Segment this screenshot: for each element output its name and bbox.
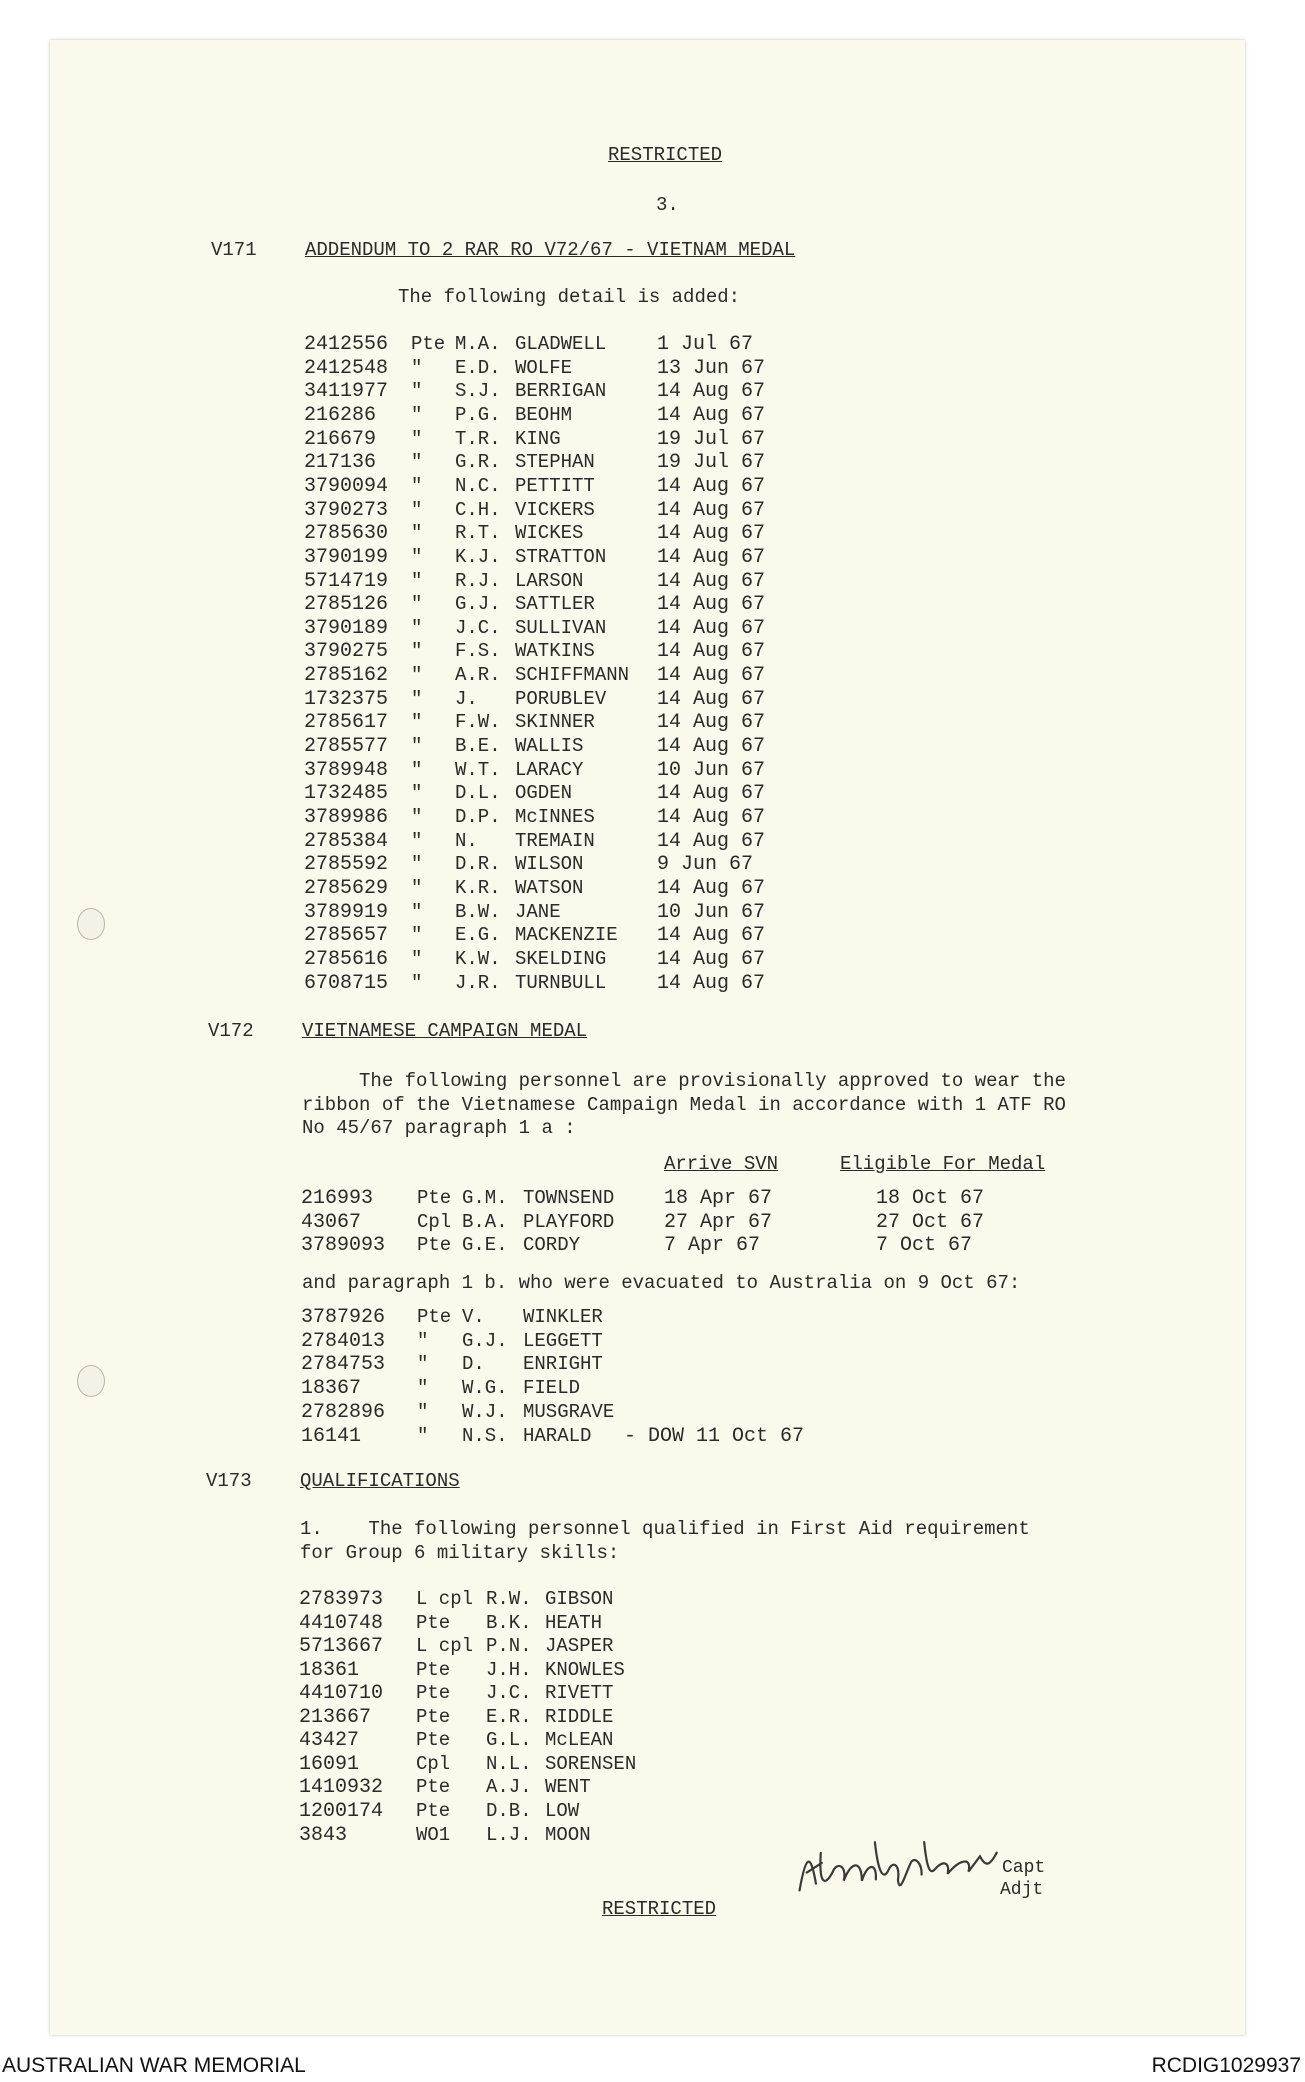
v173-para-line-2: for Group 6 military skills: (300, 1542, 620, 1564)
service-number: 2412556 (304, 333, 389, 356)
service-number: 2785592 (304, 853, 389, 877)
rank: " (411, 498, 423, 521)
initials: N.C. (455, 474, 501, 497)
table-row (0, 1377, 1305, 1401)
table-row (0, 1401, 1305, 1425)
section-title-v172: VIETNAMESE CAMPAIGN MEDAL (302, 1020, 588, 1042)
note: - DOW 11 Oct 67 (624, 1424, 805, 1448)
table-row (0, 688, 1305, 712)
rank: " (411, 900, 423, 923)
initials: J.R. (455, 971, 501, 994)
surname: HEATH (545, 1611, 603, 1634)
service-number: 2785577 (304, 735, 389, 759)
surname: MUSGRAVE (523, 1400, 615, 1423)
initials: D.P. (455, 806, 501, 828)
arrive-date: 7 Apr 67 (664, 1234, 761, 1258)
initials: G.J. (462, 1329, 508, 1352)
date: 14 Aug 67 (657, 474, 766, 498)
surname: RIVETT (545, 1682, 614, 1705)
table-row (0, 972, 1305, 996)
table-row (0, 617, 1305, 641)
surname: PLAYFORD (523, 1210, 615, 1233)
surname: WALLIS (515, 735, 584, 758)
table-row (0, 570, 1305, 594)
rank: " (417, 1424, 429, 1447)
service-number: 2785384 (304, 829, 389, 853)
table-row (0, 593, 1305, 617)
initials: M.A. (455, 333, 501, 355)
initials: J.C. (486, 1682, 532, 1705)
service-number: 3787926 (301, 1306, 386, 1329)
initials: K.R. (455, 876, 501, 899)
initials: B.W. (455, 900, 501, 923)
table-row (0, 1425, 1305, 1449)
rank: " (411, 640, 423, 663)
surname: GLADWELL (515, 333, 607, 355)
page-number: 3. (656, 194, 679, 216)
rank: " (411, 451, 423, 474)
table-row (0, 664, 1305, 688)
rank: " (411, 403, 423, 426)
rank: Pte (416, 1799, 451, 1822)
date: 14 Aug 67 (657, 640, 766, 664)
surname: McINNES (515, 806, 595, 828)
table-row (0, 806, 1305, 830)
service-number: 2782896 (301, 1400, 386, 1424)
table-row (0, 1612, 1305, 1636)
initials: D.B. (486, 1799, 532, 1822)
date: 1 Jul 67 (657, 333, 754, 356)
table-row (0, 1588, 1305, 1612)
section-code-v173: V173 (206, 1470, 252, 1492)
rank: " (411, 735, 423, 758)
initials: W.T. (455, 758, 501, 781)
rank: Pte (416, 1705, 451, 1728)
rank: " (411, 971, 423, 994)
rank: " (411, 876, 423, 899)
table-row (0, 853, 1305, 877)
table-row (0, 475, 1305, 499)
rank: " (411, 593, 423, 616)
initials: G.J. (455, 593, 501, 616)
caption-right: RCDIG1029937 (1151, 2054, 1301, 2077)
v172-para-line-3: No 45/67 paragraph 1 a : (302, 1117, 576, 1139)
rank: " (411, 664, 423, 687)
table-row (0, 1753, 1305, 1777)
service-number: 3789986 (304, 806, 389, 829)
service-number: 4410710 (299, 1682, 384, 1706)
service-number: 216679 (304, 427, 377, 451)
date: 14 Aug 67 (657, 924, 766, 948)
initials: E.G. (455, 924, 501, 947)
date: 14 Aug 67 (657, 806, 766, 829)
rank: " (411, 545, 423, 568)
table-row (0, 546, 1305, 570)
initials: R.J. (455, 569, 501, 592)
rank: " (411, 806, 423, 828)
initials: D.R. (455, 853, 501, 876)
column-header-eligible: Eligible For Medal (840, 1153, 1046, 1175)
surname: KNOWLES (545, 1658, 625, 1681)
initials: B.K. (486, 1611, 532, 1634)
rank: " (411, 829, 423, 852)
service-number: 1410932 (299, 1776, 384, 1800)
date: 10 Jun 67 (657, 758, 766, 782)
rank: Pte (416, 1658, 451, 1681)
header-classification: RESTRICTED (608, 144, 723, 166)
date: 14 Aug 67 (657, 687, 766, 711)
v172-para-line-2: ribbon of the Vietnamese Campaign Medal in accordance with 1 ATF RO (302, 1094, 1066, 1116)
column-header-arrive: Arrive SVN (664, 1153, 779, 1175)
rank: " (411, 924, 423, 947)
date: 14 Aug 67 (657, 782, 766, 806)
table-row (0, 1306, 1305, 1330)
surname: BEOHM (515, 403, 573, 426)
service-number: 3790275 (304, 640, 389, 664)
surname: KING (515, 427, 561, 450)
rank: Pte (417, 1187, 452, 1209)
arrive-date: 27 Apr 67 (664, 1210, 773, 1234)
service-number: 2785629 (304, 876, 389, 900)
service-number: 16141 (301, 1424, 362, 1448)
service-number: 2785616 (304, 947, 389, 971)
surname: SATTLER (515, 593, 595, 616)
surname: PETTITT (515, 474, 595, 497)
surname: JANE (515, 900, 561, 923)
initials: L.J. (486, 1823, 532, 1846)
surname: RIDDLE (545, 1705, 614, 1728)
surname: MACKENZIE (515, 924, 618, 947)
service-number: 43427 (299, 1729, 360, 1753)
service-number: 3790189 (304, 616, 389, 640)
initials: S.J. (455, 380, 501, 403)
initials: W.J. (462, 1400, 508, 1423)
initials: G.R. (455, 451, 501, 474)
service-number: 5713667 (299, 1635, 384, 1659)
table-row (0, 499, 1305, 523)
initials: A.J. (486, 1776, 532, 1799)
surname: TURNBULL (515, 971, 607, 994)
rank: Pte (411, 333, 446, 355)
table-row (0, 357, 1305, 381)
initials: F.W. (455, 711, 501, 734)
service-number: 3411977 (304, 380, 389, 404)
table-row (0, 1353, 1305, 1377)
surname: ENRIGHT (523, 1353, 603, 1376)
initials: B.E. (455, 735, 501, 758)
surname: STRATTON (515, 545, 607, 568)
service-number: 18361 (299, 1658, 360, 1682)
rank: Pte (416, 1682, 451, 1705)
initials: F.S. (455, 640, 501, 663)
table-row (0, 451, 1305, 475)
date: 14 Aug 67 (657, 711, 766, 735)
surname: LARSON (515, 569, 584, 592)
caption-left: AUSTRALIAN WAR MEMORIAL (2, 2054, 306, 2077)
initials: G.M. (462, 1187, 508, 1209)
initials: G.L. (486, 1729, 532, 1752)
service-number: 43067 (301, 1210, 362, 1234)
surname: SCHIFFMANN (515, 664, 630, 687)
initials: B.A. (462, 1210, 508, 1233)
table-row (0, 735, 1305, 759)
initials: J. (455, 687, 478, 710)
table-row (0, 333, 1305, 357)
rank: Pte (417, 1306, 452, 1328)
initials: K.W. (455, 947, 501, 970)
table-row (0, 1800, 1305, 1824)
initials: V. (462, 1306, 485, 1328)
service-number: 3790094 (304, 474, 389, 498)
table-row (0, 830, 1305, 854)
section-intro-v171: The following detail is added: (398, 286, 741, 308)
initials: A.R. (455, 664, 501, 687)
surname: WENT (545, 1776, 591, 1799)
rank: " (411, 380, 423, 403)
initials: D.L. (455, 782, 501, 805)
initials: W.G. (462, 1377, 508, 1400)
surname: FIELD (523, 1377, 581, 1400)
section-title-v173: QUALIFICATIONS (300, 1470, 460, 1492)
date: 14 Aug 67 (657, 616, 766, 640)
table-row (0, 759, 1305, 783)
service-number: 6708715 (304, 971, 389, 995)
eligible-date: 27 Oct 67 (876, 1210, 985, 1234)
rank: " (411, 758, 423, 781)
surname: LEGGETT (523, 1329, 603, 1352)
service-number: 3843 (299, 1823, 348, 1847)
service-number: 5714719 (304, 569, 389, 593)
rank: " (411, 522, 423, 545)
initials: R.W. (486, 1588, 532, 1610)
table-row (0, 522, 1305, 546)
rank: L cpl (416, 1635, 474, 1658)
rank: " (417, 1400, 429, 1423)
section-code-v172: V172 (208, 1020, 254, 1042)
surname: VICKERS (515, 498, 595, 521)
service-number: 3789093 (301, 1234, 386, 1258)
table-row (0, 1659, 1305, 1683)
arrive-date: 18 Apr 67 (664, 1187, 773, 1210)
service-number: 217136 (304, 451, 377, 475)
service-number: 1732375 (304, 687, 389, 711)
surname: GIBSON (545, 1588, 614, 1610)
table-row (0, 640, 1305, 664)
surname: MOON (545, 1823, 591, 1846)
service-number: 2785657 (304, 924, 389, 948)
service-number: 1200174 (299, 1799, 384, 1823)
service-number: 16091 (299, 1752, 360, 1776)
service-number: 2785630 (304, 522, 389, 546)
table-row (0, 428, 1305, 452)
service-number: 3789919 (304, 900, 389, 924)
initials: N.L. (486, 1752, 532, 1775)
rank: " (411, 711, 423, 734)
date: 14 Aug 67 (657, 403, 766, 427)
rank: " (411, 427, 423, 450)
surname: OGDEN (515, 782, 573, 805)
date: 14 Aug 67 (657, 569, 766, 593)
table-row (0, 1187, 1305, 1211)
service-number: 3789948 (304, 758, 389, 782)
rank: Pte (416, 1776, 451, 1799)
service-number: 2784013 (301, 1329, 386, 1353)
surname: WOLFE (515, 356, 573, 379)
date: 9 Jun 67 (657, 853, 754, 877)
date: 14 Aug 67 (657, 876, 766, 900)
v172-para-line-1: The following personnel are provisionally approved to wear the (302, 1070, 1066, 1092)
rank: " (411, 853, 423, 876)
footer-classification: RESTRICTED (602, 1898, 717, 1920)
eligible-date: 18 Oct 67 (876, 1187, 985, 1210)
initials: D. (462, 1353, 485, 1376)
rank: " (411, 947, 423, 970)
date: 13 Jun 67 (657, 356, 766, 380)
initials: N. (455, 829, 478, 852)
table-row (0, 948, 1305, 972)
signature-rank: Capt (1002, 1858, 1046, 1878)
section-title-v171: ADDENDUM TO 2 RAR RO V72/67 - VIETNAM MEDAL (305, 239, 796, 261)
table-row (0, 782, 1305, 806)
surname: SKINNER (515, 711, 595, 734)
date: 14 Aug 67 (657, 522, 766, 546)
rank: Pte (416, 1729, 451, 1752)
table-row (0, 877, 1305, 901)
service-number: 2785126 (304, 593, 389, 617)
initials: G.E. (462, 1234, 508, 1257)
surname: PORUBLEV (515, 687, 607, 710)
service-number: 3790199 (304, 545, 389, 569)
surname: WINKLER (523, 1306, 603, 1328)
surname: WATSON (515, 876, 584, 899)
surname: JASPER (545, 1635, 614, 1658)
date: 19 Jul 67 (657, 451, 766, 475)
rank: " (411, 782, 423, 805)
service-number: 213667 (299, 1705, 372, 1729)
initials: C.H. (455, 498, 501, 521)
initials: T.R. (455, 427, 501, 450)
date: 10 Jun 67 (657, 900, 766, 924)
rank: " (417, 1353, 429, 1376)
table-row (0, 1824, 1305, 1848)
service-number: 2785162 (304, 664, 389, 688)
date: 14 Aug 67 (657, 829, 766, 853)
rank: Cpl (416, 1752, 451, 1775)
initials: J.H. (486, 1658, 532, 1681)
date: 14 Aug 67 (657, 971, 766, 995)
rank: " (411, 474, 423, 497)
table-row (0, 1234, 1305, 1258)
surname: SULLIVAN (515, 616, 607, 639)
surname: SKELDING (515, 947, 607, 970)
table-row (0, 404, 1305, 428)
table-row (0, 380, 1305, 404)
rank: Cpl (417, 1210, 452, 1233)
service-number: 2783973 (299, 1588, 384, 1611)
service-number: 216993 (301, 1187, 374, 1210)
surname: WILSON (515, 853, 584, 876)
surname: STEPHAN (515, 451, 595, 474)
surname: TREMAIN (515, 829, 595, 852)
initials: K.J. (455, 545, 501, 568)
table-row (0, 924, 1305, 948)
date: 14 Aug 67 (657, 664, 766, 688)
initials: P.N. (486, 1635, 532, 1658)
date: 14 Aug 67 (657, 545, 766, 569)
date: 19 Jul 67 (657, 427, 766, 451)
surname: WICKES (515, 522, 584, 545)
rank: WO1 (416, 1823, 451, 1846)
rank: " (411, 687, 423, 710)
initials: R.T. (455, 522, 501, 545)
v172-para2: and paragraph 1 b. who were evacuated to Australia on 9 Oct 67: (302, 1272, 1021, 1294)
rank: L cpl (416, 1588, 474, 1610)
initials: E.R. (486, 1705, 532, 1728)
initials: N.S. (462, 1424, 508, 1447)
date: 14 Aug 67 (657, 498, 766, 522)
surname: CORDY (523, 1234, 581, 1257)
service-number: 1732485 (304, 782, 389, 806)
rank: Pte (417, 1234, 452, 1257)
section-code-v171: V171 (211, 239, 257, 261)
date: 14 Aug 67 (657, 735, 766, 759)
service-number: 18367 (301, 1377, 362, 1401)
surname: LOW (545, 1799, 580, 1822)
date: 14 Aug 67 (657, 593, 766, 617)
service-number: 216286 (304, 403, 377, 427)
table-row (0, 1682, 1305, 1706)
service-number: 3790273 (304, 498, 389, 522)
table-row (0, 1211, 1305, 1235)
rank: " (411, 569, 423, 592)
date: 14 Aug 67 (657, 380, 766, 404)
rank: " (417, 1377, 429, 1400)
table-row (0, 1330, 1305, 1354)
rank: Pte (416, 1611, 451, 1634)
surname: McLEAN (545, 1729, 614, 1752)
surname: WATKINS (515, 640, 595, 663)
surname: TOWNSEND (523, 1187, 615, 1209)
table-row (0, 1776, 1305, 1800)
surname: HARALD (523, 1424, 592, 1447)
rank: " (411, 356, 423, 379)
initials: J.C. (455, 616, 501, 639)
eligible-date: 7 Oct 67 (876, 1234, 973, 1258)
date: 14 Aug 67 (657, 947, 766, 971)
initials: P.G. (455, 403, 501, 426)
service-number: 2784753 (301, 1353, 386, 1377)
surname: LARACY (515, 758, 584, 781)
table-row (0, 1635, 1305, 1659)
table-row (0, 901, 1305, 925)
table-row (0, 1729, 1305, 1753)
v173-para-line-1: 1. The following personnel qualified in First Aid requirement (300, 1518, 1030, 1540)
table-row (0, 711, 1305, 735)
rank: " (417, 1329, 429, 1352)
table-row (0, 1706, 1305, 1730)
service-number: 4410748 (299, 1611, 384, 1635)
surname: BERRIGAN (515, 380, 607, 403)
surname: SORENSEN (545, 1752, 637, 1775)
signature-appointment: Adjt (1000, 1880, 1044, 1900)
service-number: 2412548 (304, 356, 389, 380)
initials: E.D. (455, 356, 501, 379)
service-number: 2785617 (304, 711, 389, 735)
rank: " (411, 616, 423, 639)
